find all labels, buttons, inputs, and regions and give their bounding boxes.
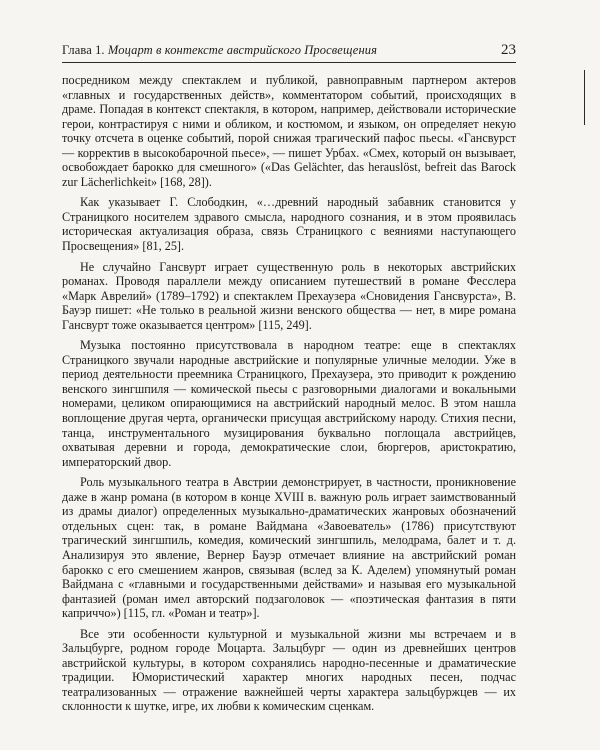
paragraph-2: Как указывает Г. Слободкин, «…древний народный забавник становится у Страницкого носителем здравого смысла, народного сознания, и в этом проявилась историческая актуализация образа, связь Страницкого с веяниями наступающего Просвещения» [81, 25]. xyxy=(62,195,516,254)
body-text xyxy=(62,73,516,714)
paragraph-1: посредником между спектаклем и публикой, равноправным партнером актеров «главных и государственных действ», комментатором событий, происходящих в драме. Попадая в контекст спектакля, в котором, например, действовали исторические герои, контрастируя с ними и обликом, и костюмом, и языком, он определяет некую точку отсчета в оценке событий, порой снижая трагический пафос пьесы. «Гансвурст — корректив в высокобарочной пьесе», — пишет Урбах. «Смех, который он вызывает, освобождает барокко для смешного» («Das Gelächter, das herauslöst, befreit das Barock zur Lächerlichkeit» [168, 28]). xyxy=(62,73,516,189)
paragraph-6: Все эти особенности культурной и музыкальной жизни мы встречаем и в Зальцбурге, родном городе Моцарта. Зальцбург — один из древнейших центров австрийской культуры, в котором сохранялись народно-песенные и драматические традиции. Юмористический характер многих народных песен, подчас театрализованных — отражение важнейшей черты характера зальцбуржцев — их склонности к шутке, игре, их любви к комическим сценкам. xyxy=(62,626,516,714)
paragraph-5: Роль музыкального театра в Австрии демонстрирует, в частности, проникновение даже в жанр романа (в котором в конце XVIII в. важную роль играет заимствованный из драмы диалог) определенных музыкально-драматических жанровых обозначений отдельных сцен: так, в романе Вайдмана «Завоеватель» (1786) присутствуют трагический зингшпиль, комедия, комический зингшпиль, мелодрама, балет и т. д. Анализируя это явление, Вернер Бауэр отмечает влияние на австрийский роман барокко с его смешением жанров, связывая (вслед за К. Аделем) упомянутый роман Вайдмана с «главными и государственными действами» и называя его музыкальной фантазией (роман имел авторский подзаголовок — «поэтическая фантазия в пяти каприччо») [115, гл. «Роман и театр»]. xyxy=(62,475,516,621)
paragraph-3: Не случайно Гансвурт играет существенную роль в некоторых австрийских романах. Проводя параллели между описанием путешествий в романе Фесслера «Марк Аврелий» (1789–1792) и спектаклем Прехаузера «Сновидения Гансвурста», В. Бауэр пишет: «Не только в реальной жизни венского общества — нет, в мире романа Гансвурт тоже оказывается центром» [115, 249]. xyxy=(62,259,516,332)
paragraph-4: Музыка постоянно присутствовала в народном театре: еще в спектаклях Страницкого звучали народные австрийские и популярные уличные мелодии. Уже в период деятельности преемника Страницкого, Прехаузера, это приводит к рождению венского зингшпиля — комической пьесы с разговорными диалогами и вокальными номерами, целиком опирающимися на австрийский народный мелос. В этом нашла воплощение другая черта, органически присущая австрийскому народу. Стихия песни, танца, инструментального музицирования буквально поглощала австрийцев, охватывая деревни и города, демократические слои, бюргеров, аристократию, императорский двор. xyxy=(62,338,516,469)
chapter-description: Моцарт в контексте австрийского Просвещения xyxy=(107,43,378,57)
running-header-title xyxy=(62,43,377,58)
chapter-label: Глава 1. xyxy=(62,43,105,57)
page-edge-divider xyxy=(584,70,585,125)
page-number: 23 xyxy=(501,42,516,58)
running-header xyxy=(62,36,516,63)
